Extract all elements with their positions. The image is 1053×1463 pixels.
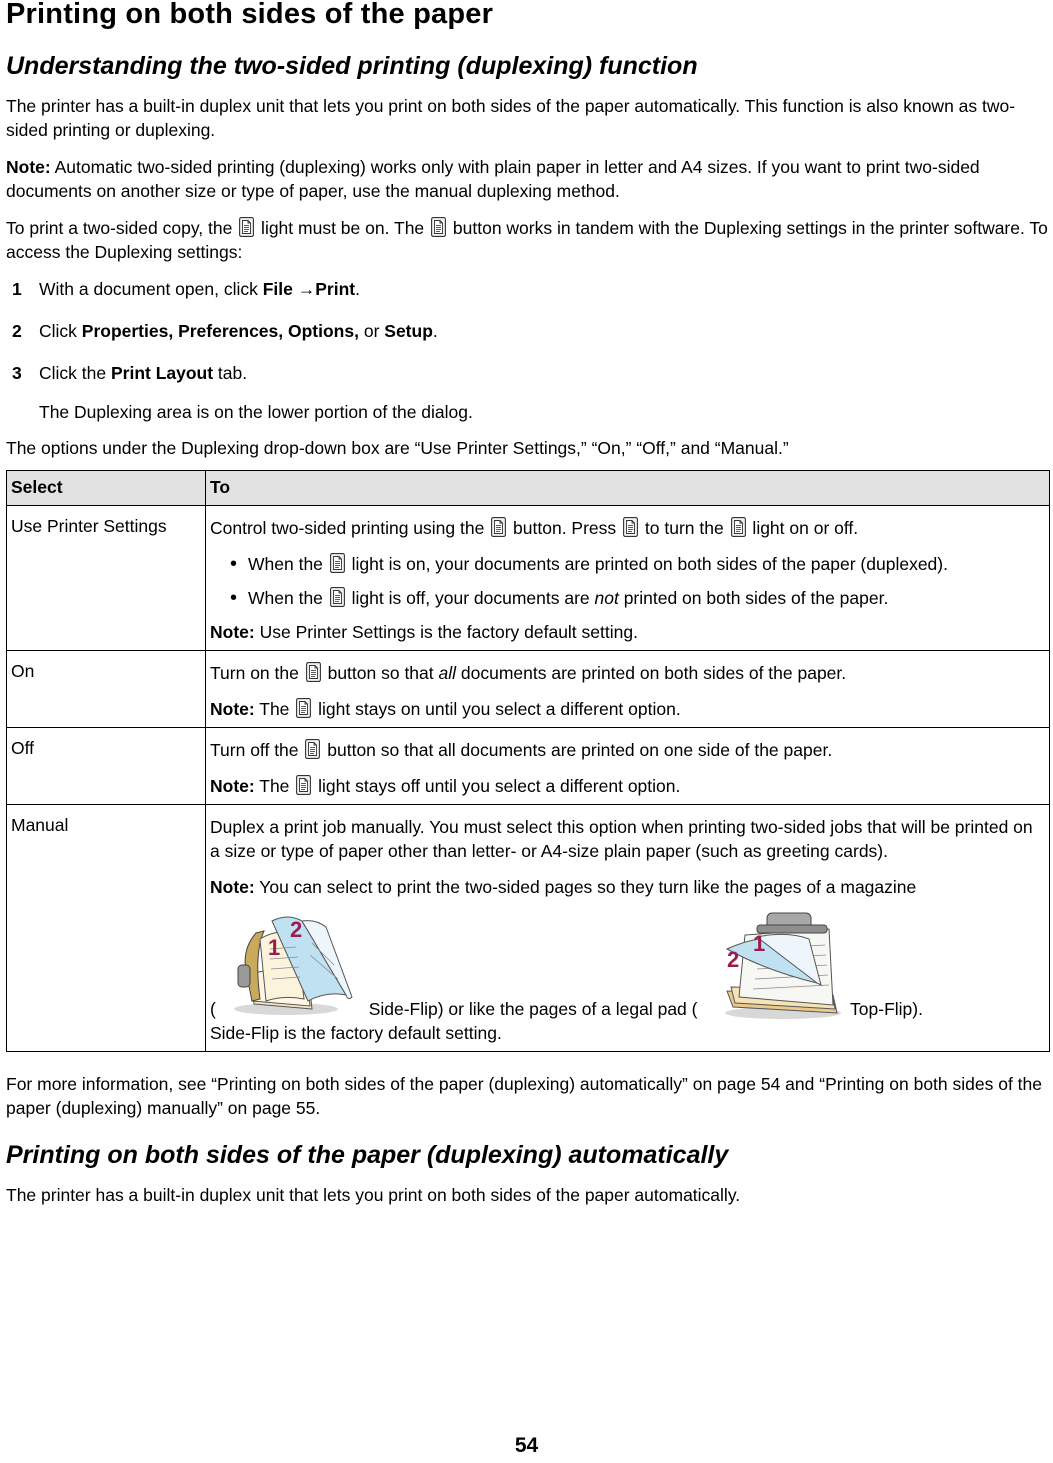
option-description <box>206 728 1050 805</box>
text: documents are printed on both sides of the paper. <box>456 663 847 683</box>
text: To print a two-sided copy, the <box>6 218 238 238</box>
intro-paragraph: The printer has a built-in duplex unit that lets you print on both sides of the paper automatically. This function is also known as two-sided printing or duplexing. <box>6 96 1016 140</box>
page-title: Printing on both sides of the paper <box>6 0 494 30</box>
default-setting-text: Side-Flip is the factory default setting. <box>210 1023 502 1043</box>
text: light stays off until you select a different option. <box>313 776 681 796</box>
column-header-select: Select <box>7 471 206 506</box>
text: ( <box>210 999 216 1019</box>
text: button works in tandem with the Duplexing settings in the printer software. To access the Duplexing settings: <box>6 218 1048 262</box>
table-row <box>7 506 1050 651</box>
text: light must be on. The <box>256 218 430 238</box>
step-note: The Duplexing area is on the lower portion of the dialog. <box>39 402 473 422</box>
text: light stays on until you select a different option. <box>313 699 681 719</box>
text: Turn on the <box>210 663 304 683</box>
duplex-icon <box>306 662 321 682</box>
duplex-icon <box>330 553 345 573</box>
manual-description: Duplex a print job manually. You must select this option when printing two-sided jobs that will be printed on a size or type of paper other than letter- or A4-size plain paper (such as greeting cards). <box>210 817 1033 861</box>
text: When the <box>248 588 328 608</box>
text: light is on, your documents are printed on both sides of the paper (duplexed). <box>346 554 948 574</box>
duplex-icon <box>330 587 345 607</box>
step-number: 1 <box>12 279 22 299</box>
menu-path: File →Print <box>262 279 356 299</box>
text: . <box>432 321 438 341</box>
text: button. Press <box>508 518 622 538</box>
duplex-options-table <box>6 470 1050 1052</box>
option-manual: Manual <box>7 805 206 1052</box>
duplex-icon <box>431 217 446 237</box>
duplex-icon <box>491 517 506 537</box>
more-info-paragraph: For more information, see “Printing on both sides of the paper (duplexing) automatically” on page 54 and “Printing on both sides of the paper (duplexing) manually” on page 55. <box>6 1074 1043 1118</box>
text: or <box>358 321 385 341</box>
text: light is off, your documents are <box>346 588 595 608</box>
text: tab. <box>213 363 248 383</box>
note-label: Note: <box>210 776 255 796</box>
page-number-label: 2 <box>289 917 303 942</box>
text: button so that all documents are printed on one side of the paper. <box>322 740 833 760</box>
list-item <box>210 586 1045 610</box>
table-row <box>7 728 1050 805</box>
access-paragraph <box>6 216 1050 264</box>
text: . <box>355 279 360 299</box>
text: printed on both sides of the paper. <box>618 588 889 608</box>
option-name: Setup <box>384 321 433 341</box>
column-header-to: To <box>206 471 1050 506</box>
section-heading-automatic: Printing on both sides of the paper (duplexing) automatically <box>6 1141 729 1169</box>
option-off: Off <box>7 728 206 805</box>
text: With a document open, click <box>39 279 263 299</box>
duplex-icon <box>296 775 311 795</box>
note-paragraph <box>6 155 1050 203</box>
duplex-icon <box>296 698 311 718</box>
duplex-icon <box>731 517 746 537</box>
page-number: 54 <box>514 1434 539 1457</box>
page-content <box>6 0 1050 1207</box>
section-heading-understanding: Understanding the two-sided printing (duplexing) function <box>6 52 698 80</box>
text: to turn the <box>640 518 729 538</box>
top-flip-icon <box>697 909 845 1021</box>
step-1 <box>6 277 1050 301</box>
note-label: Note: <box>210 699 255 719</box>
tab-name: Print Layout <box>110 363 214 383</box>
option-description <box>206 651 1050 728</box>
note-text: You can select to print the two-sided pages so they turn like the pages of a magazine <box>254 877 917 897</box>
note-label: Note: <box>6 157 51 177</box>
step-2 <box>6 319 1050 343</box>
table-header-row <box>7 471 1050 506</box>
table-row <box>7 651 1050 728</box>
note-text: Automatic two-sided printing (duplexing) works only with plain paper in letter and A4 sizes. If you want to print two-sided documents on another size or type of paper, use the manual duplexing method. <box>6 157 980 201</box>
text: Turn off the <box>210 740 304 760</box>
text: Click <box>39 321 82 341</box>
note-label: Note: <box>210 877 255 897</box>
table-row <box>7 805 1050 1052</box>
step-3 <box>6 361 1050 385</box>
option-use-printer-settings: Use Printer Settings <box>7 506 206 651</box>
duplex-icon <box>239 217 254 237</box>
step-number: 2 <box>12 321 22 341</box>
text: Side-Flip) or like the pages of a legal pad ( <box>363 999 698 1019</box>
text: When the <box>248 554 328 574</box>
text: The <box>254 776 295 796</box>
automatic-paragraph: The printer has a built-in duplex unit that lets you print on both sides of the paper automatically. <box>6 1185 741 1205</box>
note-label: Note: <box>210 622 255 642</box>
option-description <box>206 805 1050 1052</box>
page-number-label: 1 <box>267 935 281 960</box>
text: Click the <box>39 363 111 383</box>
duplex-icon <box>623 517 638 537</box>
option-description <box>206 506 1050 651</box>
text: button so that <box>322 663 439 683</box>
option-names: Properties, Preferences, Options, <box>81 321 359 341</box>
list-item <box>210 552 1045 576</box>
emphasis: not <box>594 588 619 608</box>
text: Control two-sided printing using the <box>210 518 490 538</box>
page-number-label: 2 <box>727 947 740 972</box>
options-paragraph: The options under the Duplexing drop-down box are “Use Printer Settings,” “On,” “Off,” and “Manual.” <box>6 438 789 458</box>
note-text: Use Printer Settings is the factory default setting. <box>254 622 638 642</box>
side-flip-icon <box>216 909 364 1021</box>
option-on: On <box>7 651 206 728</box>
text: Top-Flip). <box>845 999 923 1019</box>
text: light on or off. <box>747 518 859 538</box>
bullet-list <box>210 552 1045 610</box>
emphasis: all <box>438 663 457 683</box>
text: The <box>254 699 295 719</box>
duplex-icon <box>305 739 320 759</box>
page-number-label: 1 <box>753 931 766 956</box>
step-number: 3 <box>12 363 22 383</box>
